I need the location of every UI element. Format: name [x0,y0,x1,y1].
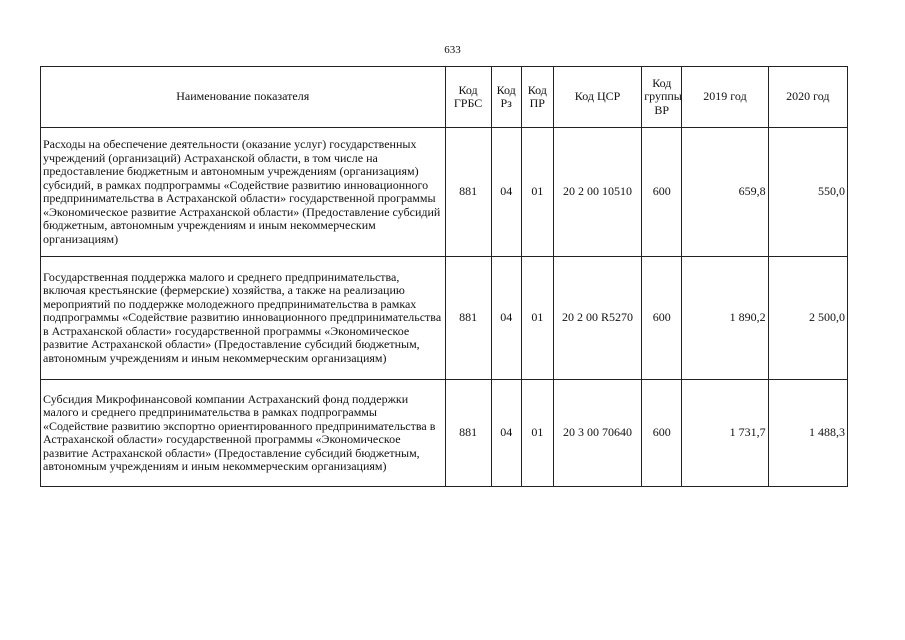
row-2020: 2 500,0 [768,257,847,380]
header-grbs: Код ГРБС [445,67,491,128]
table-row [41,257,848,380]
row-csr: 20 2 00 10510 [553,128,641,257]
row-2019: 1 890,2 [682,257,768,380]
row-name: Субсидия Микрофинансовой компании Астраханский фонд поддержки малого и среднего предпринимательства в рамках подпрограммы «Содействие развитию экспортно ориентированного предпринимательства в Астраханской области» государственной программы «Экономическое развитие Астраханской области» (Предоставление субсидий бюджетным, автономным учреждениям и иным некоммерческим организациям) [41,380,446,487]
row-2020: 550,0 [768,128,847,257]
header-pr: Код ПР [521,67,553,128]
row-vr: 600 [642,128,682,257]
row-pr: 01 [521,257,553,380]
header-rz: Код Рз [491,67,521,128]
table-header-row [41,67,848,128]
header-2019: 2019 год [682,67,768,128]
header-2020: 2020 год [768,67,847,128]
budget-table [40,66,848,487]
row-rz: 04 [491,257,521,380]
row-pr: 01 [521,128,553,257]
header-vr: Код группы ВР [642,67,682,128]
row-name: Расходы на обеспечение деятельности (оказание услуг) государственных учреждений (организаций) Астраханской области, в том числе на предоставление бюджетным и автономным учреждениям (организациям) субсидий, в рамках подпрограммы «Содействие развитию инновационного предпринимательства в Астраханской области» государственной программы «Экономическое развитие Астраханской области» (Предоставление субсидий бюджетным, автономным учреждениям и иным некоммерческим организациям) [41,128,446,257]
row-vr: 600 [642,257,682,380]
row-grbs: 881 [445,128,491,257]
row-rz: 04 [491,380,521,487]
row-pr: 01 [521,380,553,487]
row-csr: 20 2 00 R5270 [553,257,641,380]
row-2019: 1 731,7 [682,380,768,487]
row-grbs: 881 [445,257,491,380]
header-csr: Код ЦСР [553,67,641,128]
row-csr: 20 3 00 70640 [553,380,641,487]
row-2019: 659,8 [682,128,768,257]
row-rz: 04 [491,128,521,257]
row-grbs: 881 [445,380,491,487]
table-row [41,128,848,257]
header-name: Наименование показателя [41,67,446,128]
table-row [41,380,848,487]
row-name: Государственная поддержка малого и среднего предпринимательства, включая крестьянские (фермерские) хозяйства, а также на реализацию мероприятий по поддержке молодежного предпринимательства в рамках подпрограммы «Содействие развитию инновационного предпринимательства в Астраханской области» государственной программы «Экономическое развитие Астраханской области» (Предоставление субсидий бюджетным, автономным учреждениям и иным некоммерческим организациям) [41,257,446,380]
page-number: 633 [444,44,461,56]
row-2020: 1 488,3 [768,380,847,487]
row-vr: 600 [642,380,682,487]
